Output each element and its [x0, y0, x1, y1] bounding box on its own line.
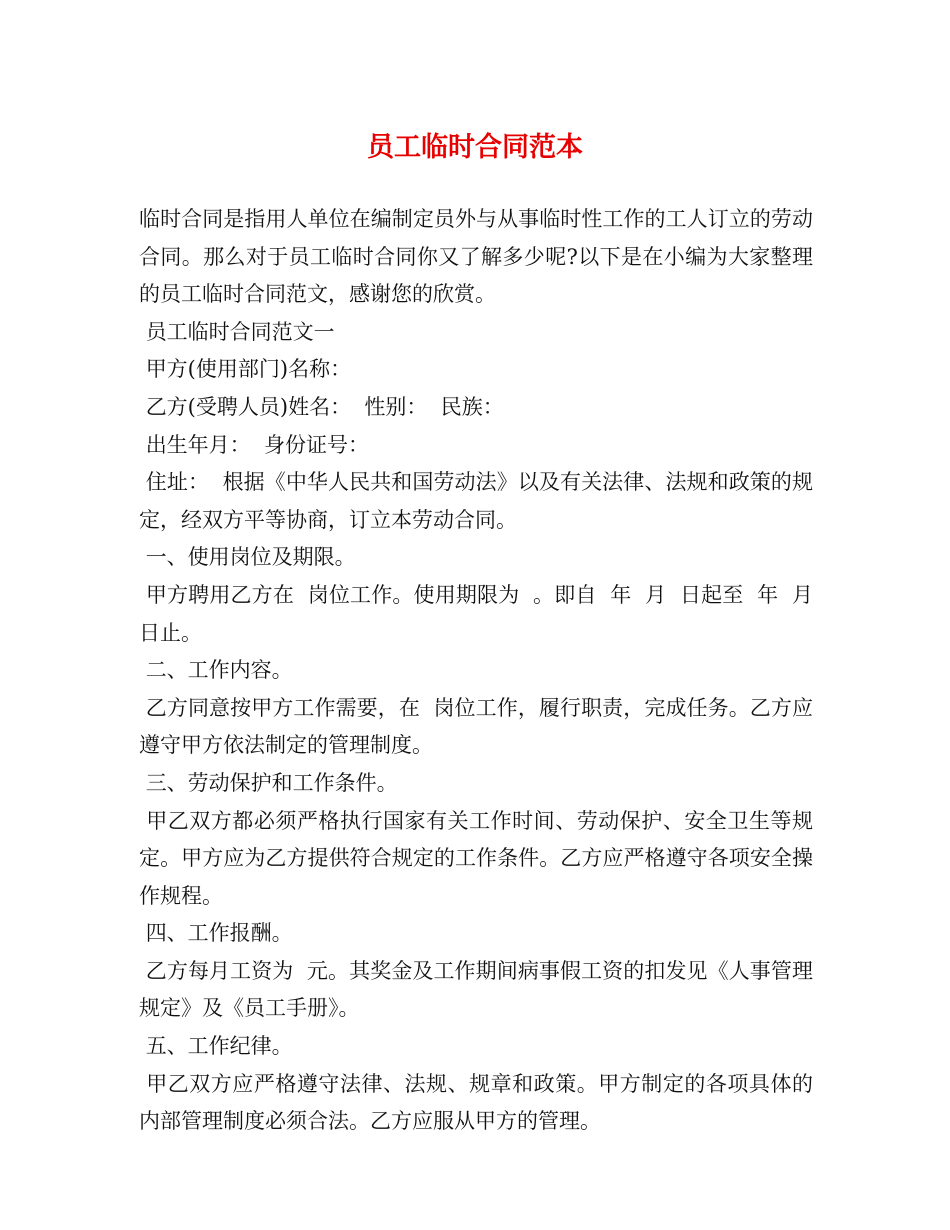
clause-text-2: 乙方同意按甲方工作需要，在 岗位工作，履行职责，完成任务。乙方应遵守甲方依法制定的管理制度。: [139, 695, 813, 758]
clause-heading-1: 一、使用岗位及期限。: [139, 545, 356, 570]
birth-id-field: 出生年月： 身份证号：: [139, 432, 370, 457]
address-basis-paragraph: 住址： 根据《中华人民共和国劳动法》以及有关法律、法规和政策的规定，经双方平等协商，订立本劳动合同。: [139, 470, 813, 532]
clause-heading-4: 四、工作报酬。: [139, 921, 293, 946]
clause-heading-2: 二、工作内容。: [139, 658, 293, 683]
clause-heading-5: 五、工作纪律。: [139, 1034, 293, 1059]
document-body: [139, 201, 813, 1141]
intro-paragraph: 临时合同是指用人单位在编制定员外与从事临时性工作的工人订立的劳动合同。那么对于员工临时合同你又了解多少呢?以下是在小编为大家整理的员工临时合同范文，感谢您的欣赏。: [139, 207, 813, 307]
clause-heading-3: 三、劳动保护和工作条件。: [139, 770, 398, 795]
clause-text-3: 甲乙双方都必须严格执行国家有关工作时间、劳动保护、安全卫生等规定。甲方应为乙方提供符合规定的工作条件。乙方应严格遵守各项安全操作规程。: [139, 808, 813, 908]
clause-text-5: 甲乙双方应严格遵守法律、法规、规章和政策。甲方制定的各项具体的内部管理制度必须合法。乙方应服从甲方的管理。: [139, 1071, 813, 1134]
clause-text-4: 乙方每月工资为 元。其奖金及工作期间病事假工资的扣发见《人事管理规定》及《员工手册》。: [139, 958, 813, 1021]
party-b-info-field: 乙方(受聘人员)姓名： 性别： 民族：: [139, 394, 504, 419]
section-heading-sample-one: 员工临时合同范文一: [139, 319, 335, 344]
clause-text-1: 甲方聘用乙方在 岗位工作。使用期限为 。即自 年 月 日起至 年 月日止。: [139, 582, 813, 645]
document-title: 员工临时合同范本: [367, 132, 583, 163]
party-a-name-field: 甲方(使用部门)名称：: [139, 357, 352, 382]
